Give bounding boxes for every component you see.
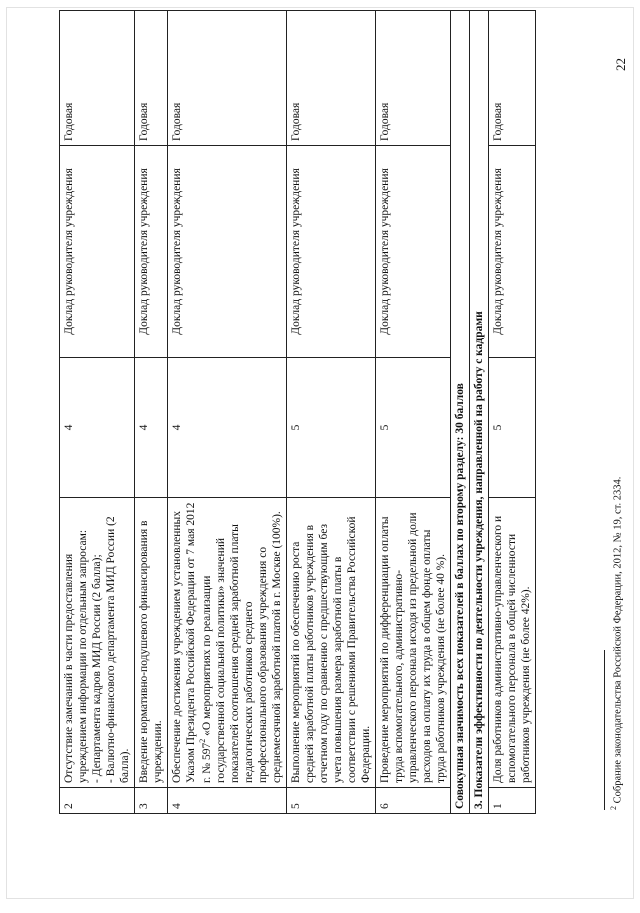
- score-cell: 4: [135, 358, 168, 498]
- document-page: [7, 8, 633, 898]
- document-cell: Доклад руководителя учреждения: [60, 146, 135, 358]
- period-cell: Годовая: [287, 11, 376, 146]
- total-row: [451, 11, 470, 814]
- table-row: [489, 11, 536, 814]
- indicator-line: - Департамента кадров МИД России (2 балла);: [91, 554, 104, 783]
- row-number: 4: [168, 788, 287, 814]
- table-row: [168, 11, 287, 814]
- indicators-table: [59, 10, 536, 814]
- indicator-text: Обеспечение достижения учреждением установленных Указом Президента Российской Федерации от 7 мая 2012 г. № 597: [171, 502, 213, 783]
- document-cell: Доклад руководителя учреждения: [287, 146, 376, 358]
- row-number: 5: [287, 788, 376, 814]
- row-number: 2: [60, 788, 135, 814]
- table-row: [287, 11, 376, 814]
- page-number: 22: [613, 58, 628, 71]
- document-cell: Доклад руководителя учреждения: [168, 146, 287, 358]
- indicator-cell: Доля работников административно-управленческого и вспомогательного персонала в общей численности работников учреждения (не более 42%).: [489, 498, 536, 788]
- section-title: 3. Показатели эффективности по деятельности учреждения, направленной на работу с кадрами: [470, 11, 489, 814]
- indicator-line: Отсутствие замечаний в части предоставления учреждением информации по отдельным запросам:: [63, 529, 90, 783]
- period-cell: Годовая: [168, 11, 287, 146]
- row-number: 6: [376, 788, 451, 814]
- period-cell: Годовая: [135, 11, 168, 146]
- document-cell: Доклад руководителя учреждения: [489, 146, 536, 358]
- indicator-cell: [60, 498, 135, 788]
- footnote-ref: 2: [198, 738, 208, 743]
- indicator-text: «О мероприятиях по реализации государственной социальной политики» значений показателей соотношения средней заработной платы педагогических работников среднего профессионального образования учреждения со среднемесячной заработной платой в г. Москве (100%).: [200, 511, 284, 783]
- table-row: [376, 11, 451, 814]
- score-cell: 5: [489, 358, 536, 498]
- section-header-row: [470, 11, 489, 814]
- row-number: 1: [489, 788, 536, 814]
- period-cell: Годовая: [60, 11, 135, 146]
- indicator-cell: Проведение мероприятий по дифференциации оплаты труда вспомогательного, административно-управленческого персонала исходя из предельной доли расходов на оплату их труда в общем фонде оплаты труда работников учреждения (не более 40 %).: [376, 498, 451, 788]
- period-cell: Годовая: [376, 11, 451, 146]
- score-cell: 4: [168, 358, 287, 498]
- table-row: [135, 11, 168, 814]
- footnote-text: Собрание законодательства Российской Федерации, 2012, № 19, ст. 2334.: [612, 476, 624, 806]
- row-number: 3: [135, 788, 168, 814]
- table-row: [60, 11, 135, 814]
- footnote: [609, 477, 624, 810]
- footnote-divider: [604, 650, 605, 810]
- indicator-cell: [168, 498, 287, 788]
- period-cell: Годовая: [489, 11, 536, 146]
- indicator-line: - Валютно-финансового департамента МИД России (2 балла).: [105, 516, 132, 783]
- total-text: Совокупная значимость всех показателей в баллах по второму разделу: 30 баллов: [451, 11, 470, 814]
- indicator-cell: Выполнение мероприятий по обеспечению роста средней заработной платы работников учреждения в отчетном году по сравнению с предшествующим без учета повышения размера заработной платы в соответствии с решениями Правительства Российской Федерации.: [287, 498, 376, 788]
- score-cell: 5: [376, 358, 451, 498]
- document-cell: Доклад руководителя учреждения: [376, 146, 451, 358]
- footnote-mark: 2: [609, 806, 618, 810]
- indicator-cell: Введение нормативно-подушевого финансирования в учреждении.: [135, 498, 168, 788]
- score-cell: 5: [287, 358, 376, 498]
- document-cell: Доклад руководителя учреждения: [135, 146, 168, 358]
- score-cell: 4: [60, 358, 135, 498]
- rotated-content: [7, 8, 640, 913]
